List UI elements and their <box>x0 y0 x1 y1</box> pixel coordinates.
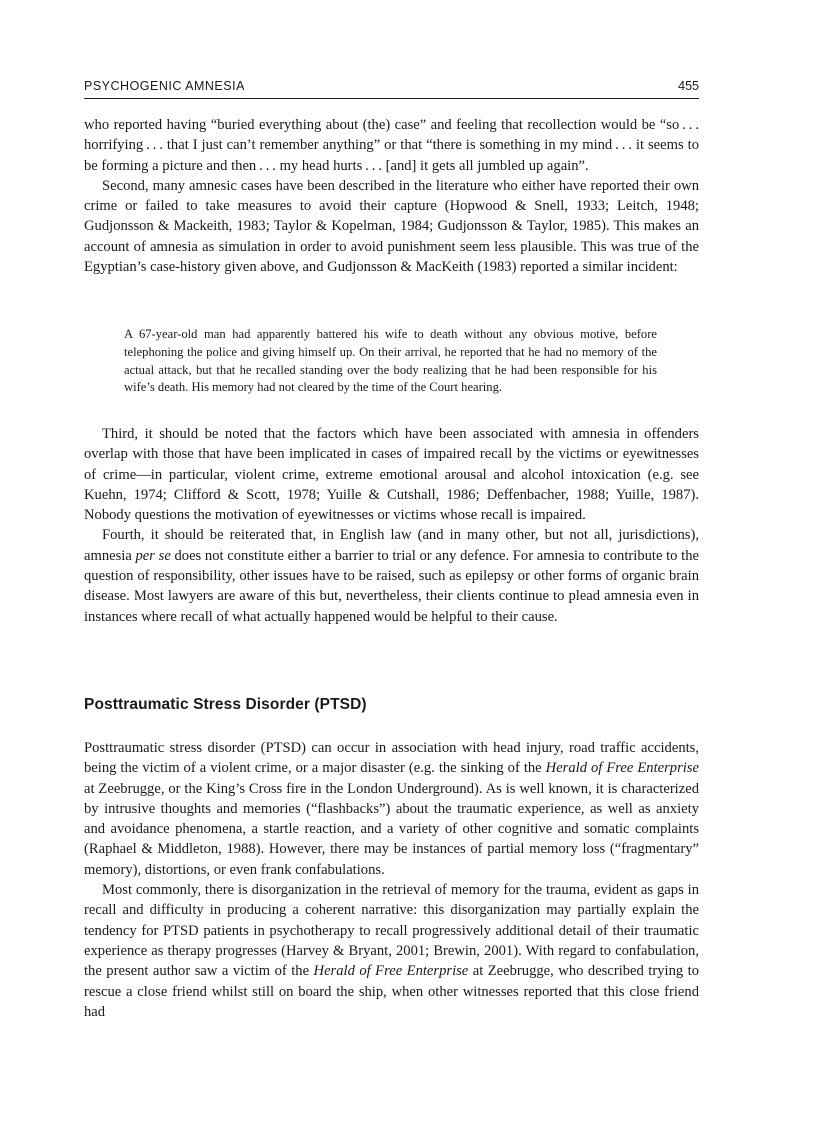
paragraph-5: Posttraumatic stress disorder (PTSD) can occur in association with head injury, road traffic accidents, being the victim of a violent crime, or a major disaster (e.g. the sinking of the Herald of Free Enterprise at Zeebrugge, or the King’s Cross fire in the London Underground). As is well known, it is characterized by intrusive thoughts and memories (“flashbacks”) about the traumatic experience, as well as anxiety and avoidance phenomena, a startle reaction, and a variety of other cognitive and somatic complaints (Raphael & Middleton, 1988). However, there may be instances of partial memory loss (“fragmentary” memory), distortions, or even frank confabulations. <box>84 740 699 878</box>
page-number: 455 <box>678 79 699 93</box>
body-text-middle <box>84 424 699 627</box>
section-heading: Posttraumatic Stress Disorder (PTSD) <box>84 696 367 713</box>
body-text-top <box>84 115 699 277</box>
running-header <box>84 76 699 99</box>
body-text-bottom <box>84 738 699 1022</box>
emphasis-per-se: per se <box>135 547 171 564</box>
running-title: PSYCHOGENIC AMNESIA <box>84 79 245 93</box>
block-quote: A 67-year-old man had apparently battered his wife to death without any obvious motive, before telephoning the police and giving himself up. On their arrival, he reported that he had no memory of the actual attack, but that he recalled standing over the body realizing that he had been responsible for his wife’s death. His memory had not cleared by the time of the Court hearing. <box>124 327 657 395</box>
ship-name: Herald of Free Enterprise <box>313 963 469 980</box>
paragraph-6: Most commonly, there is disorganization in the retrieval of memory for the trauma, evident as gaps in recall and difficulty in producing a coherent narrative: this disorganization may partially explain the tendency for PTSD patients in psychotherapy to recall progressively additional detail of their traumatic experience as therapy progresses (Harvey & Bryant, 2001; Brewin, 2001). With regard to confabulation, the present author saw a victim of the Herald of Free Enterprise at Zeebrugge, who described trying to rescue a close friend whilst still on board the ship, when other witnesses reported that this close friend had <box>84 882 699 1020</box>
paragraph-4: Fourth, it should be reiterated that, in English law (and in many other, but not all, jurisdictions), amnesia per se does not constitute either a barrier to trial or any defence. For amnesia to contribute to the question of responsibility, other issues have to be raised, such as epilepsy or other forms of organic brain disease. Most lawyers are aware of this but, nevertheless, their clients continue to plead amnesia even in instances where recall of what actually happened would be helpful to their cause. <box>84 527 699 625</box>
paragraph-3: Third, it should be noted that the factors which have been associated with amnesia in offenders overlap with those that have been implicated in cases of impaired recall by the victims or eyewitnesses of crime—in particular, violent crime, extreme emotional arousal and alcohol intoxication (e.g. see Kuehn, 1974; Clifford & Scott, 1978; Yuille & Cutshall, 1986; Deffenbacher, 1988; Yuille, 1987). Nobody questions the motivation of eyewitnesses or victims whose recall is impaired. <box>84 426 699 524</box>
paragraph-2: Second, many amnesic cases have been described in the literature who either have reported their own crime or failed to take measures to avoid their capture (Hopwood & Snell, 1933; Leitch, 1948; Gudjonsson & Mackeith, 1983; Taylor & Kopelman, 1984; Gudjonsson & Taylor, 1985). This makes an account of amnesia as simulation in order to avoid punishment seem less plausible. This was true of the Egyptian’s case-history given above, and Gudjonsson & MacKeith (1983) reported a similar incident: <box>84 177 699 276</box>
ship-name: Herald of Free Enterprise <box>545 760 699 777</box>
paragraph-1: who reported having “buried everything about (the) case” and feeling that recollection would be “so . . . horrifying . . . that I just can’t remember anything” or that “there is something in my mind . . . it seems to be forming a picture and then . . . my head hurts . . . [and] it gets all jumbled up again”. <box>84 117 699 174</box>
